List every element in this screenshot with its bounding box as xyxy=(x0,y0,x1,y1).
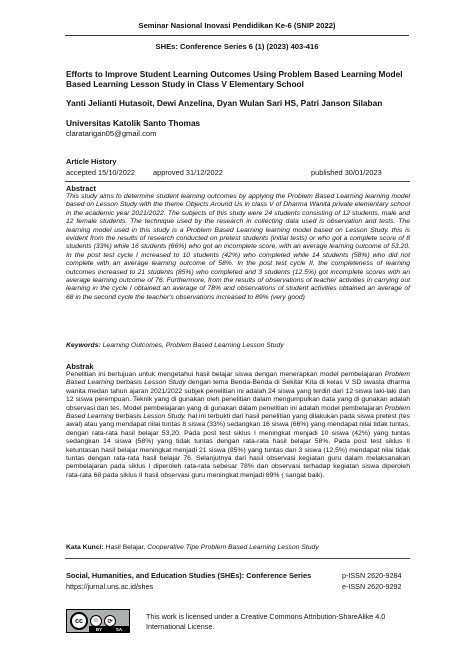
attribution-icon: ☺ xyxy=(90,615,102,627)
author-email: claratarigan05@gmail.com xyxy=(66,129,157,138)
history-divider xyxy=(65,181,410,182)
cc-badge-strip xyxy=(89,626,129,632)
article-affiliation: Universitas Katolik Santo Thomas xyxy=(66,118,201,128)
abstrak-text: hal ini terbukti dari hasil penelitian yang dilakukan pada siswa pretest (tes awal) atau yang mendapat nilai tuntas 8 siswa (33%) sedangkan 16 siswa (66%) yang mendapat nilai tidak tuntas, dengan rata-rata hasil belajar 53,20. Pada post test siklus I meningkat menjadi 10 siswa (42%) yang tuntas sedangkan 14 siswa (58%) yang tidak tuntas dengan rata-rata hasil belajar 58%. Pada post test siklus II ketuntasan hasil belajar meningkat menjadi 21 siswa (85%) yang tuntas dan 3 siswa (12,5%) mendapat nilai tidak tuntas dengan rata-rata hasil belajar 76. Selanjutnya dari hasil observasi kegiatan guru dalam melaksanakan pembelajaran pada siklus I diperoleh rata-rata sebesar 78% dan observasi terhadap kegiatan siswa diperoleh rata-rata 68 pada siklus II hasil observasi guru meningkat menjadi 89% ( sangat baik). xyxy=(66,413,410,479)
abstrak-text: berbasis xyxy=(114,379,145,387)
keywords-label: Keywords: xyxy=(66,342,101,349)
badge-by-text: BY xyxy=(95,626,103,632)
keywords xyxy=(66,342,410,349)
badge-sa-text: SA xyxy=(115,626,123,632)
abstrak-text: berbasis xyxy=(113,413,144,421)
abstrak-body xyxy=(66,371,410,480)
abstrak-text: dengan tema Benda-Benda di Sekitar Kita di kelas V SD swasta dharma wanita medan tahun ajaran 2021/2022 subjek penelitian ini adalah 24 siswa yang terdiri dari 12 siswa laki-laki dan 12 siswa perempuan. Teknik yang di gunakan oleh penelitian dalam mengumpulkan data yang di gunakan adalah observasi dan tes. Model pembelajaran yang di gunakan dalam penelitian ini adalah model pembelajaran xyxy=(66,379,411,412)
article-authors: Yanti Jelianti Hutasoit, Dewi Anzelina, Dyan Wulan Sari HS, Patri Janson Silaban xyxy=(66,98,383,108)
cc-by-sa-badge-icon[interactable] xyxy=(66,609,130,633)
abstract-body: This study aims to determine student learning outcomes by applying the Problem Based Learning learning model based on Lesson Study with the theme Objects Around Us in class V of Dharma Wanita private elementary school in the academic year 2021/2022. The subjects of this study were 24 students consisting of 12 students. male and 12 female students. The technique used by the research in collecting data used is observation and tests. The learning model used in this study is a Problem Based Learning learning model based on Lesson Study. this is evident from the results of research conducted on pretest students (initial tests) or who got a complete score of 8 students (33%) while 16 students (66%) who got an incomplete score, with an average learning outcome of 53.20. In the post test cycle I increased to 10 students (42%) who completed while 14 students (58%) who did not complete with an average learning outcome of 58%. In the post test cycle II, the completeness of learning outcomes increased to 21 students (85%) who completed and 3 students (12.5%) got incomplete scores with an average learning outcome of 76. Furthermore, from the results of observations of teacher activities in carrying out learning in the cycle I obtained an average of 78% and observations of student activities obtained an average of 68 in the second cycle the teacher's observations increased to 89% (very good) xyxy=(66,193,410,301)
abstrak-title: Abstrak xyxy=(66,362,94,371)
abstrak-emphasis: Lesson Study xyxy=(144,379,186,387)
keywords-value: Learning Outcomes, Problem Based Learning Lesson Study xyxy=(100,342,284,349)
journal-url[interactable]: https://jurnal.uns.ac.id/shes xyxy=(66,582,154,591)
share-alike-icon: ⟳ xyxy=(104,615,116,627)
e-issn: e-ISSN 2620-9292 xyxy=(342,582,402,591)
article-history-row xyxy=(66,168,411,178)
journal-name: Social, Humanities, and Education Studies (SHEs): Conference Series xyxy=(66,571,312,580)
history-accepted: accepted 15/10/2022 xyxy=(66,168,136,177)
abstrak-emphasis: Problem Based Learning xyxy=(66,404,410,421)
header-divider xyxy=(65,35,409,36)
series-header: SHEs: Conference Series 6 (1) (2023) 403-416 xyxy=(155,42,319,51)
abstrak-text: Penelitian ini bertujuan untuk mengetahui hasil belajar siswa dengan menerapkan model pembelajaran xyxy=(66,371,385,378)
conference-header: Seminar Nasional Inovasi Pendidikan Ke-6 (SNIP 2022) xyxy=(138,21,336,30)
cc-logo-icon: cc xyxy=(70,612,88,630)
history-published: published 30/01/2023 xyxy=(311,168,382,177)
kata-kunci xyxy=(66,544,410,551)
abstrak-emphasis: Lesson Study. xyxy=(143,413,187,421)
p-issn: p-ISSN 2620-9284 xyxy=(342,571,402,580)
article-title: Efforts to Improve Student Learning Outcomes Using Problem Based Learning Model Based Learning Lesson Study in Class V Elementary School xyxy=(66,69,403,90)
license-text: This work is licensed under a Creative Commons Attribution-ShareAlike 4.0 International License. xyxy=(146,612,386,631)
article-history-title: Article History xyxy=(66,157,117,166)
kata-kunci-emphasis: Cooperative Tipe Problem Based Learning Lesson Study xyxy=(147,544,319,551)
footer-divider xyxy=(65,558,410,559)
kata-kunci-value: Hasil Belajar, xyxy=(103,544,148,551)
history-approved: approved 31/12/2022 xyxy=(153,168,223,177)
kata-kunci-label: Kata Kunci: xyxy=(66,544,104,551)
abstract-title: Abstract xyxy=(66,184,96,193)
abstrak-emphasis: Problem Based Learning xyxy=(66,371,410,387)
